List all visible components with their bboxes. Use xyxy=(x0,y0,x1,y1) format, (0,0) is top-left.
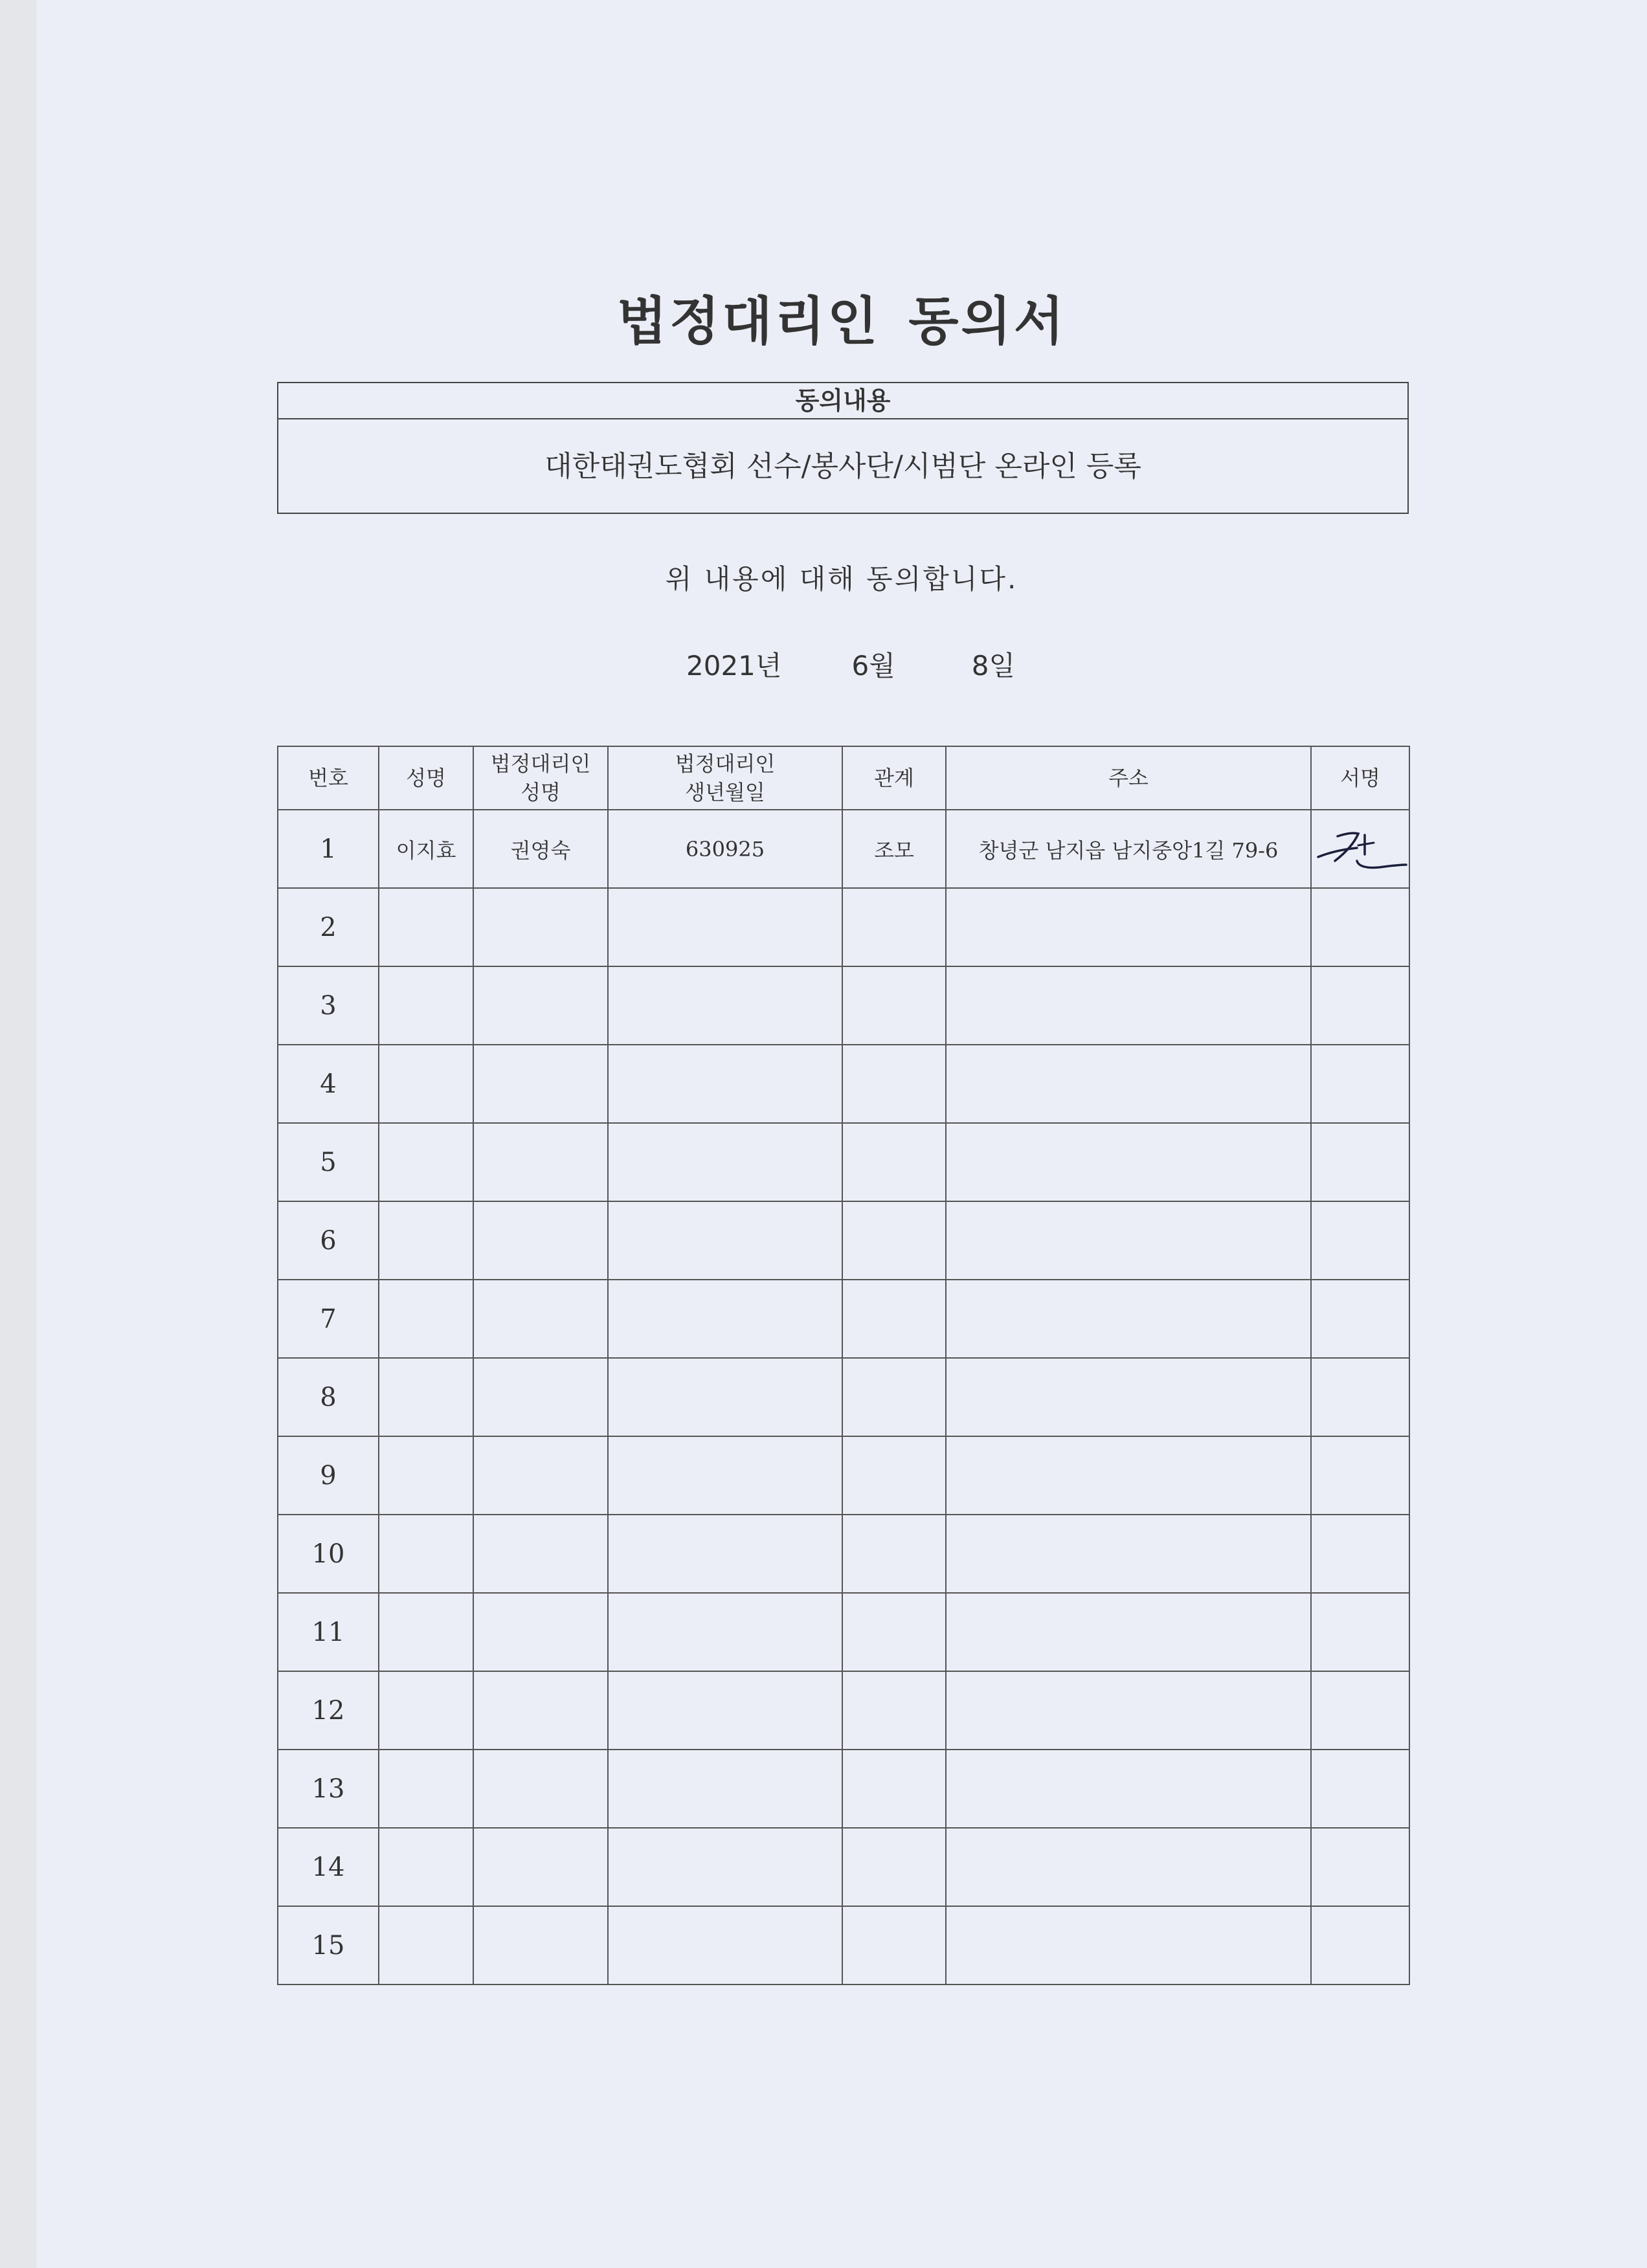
cell-guardian-birth xyxy=(608,1515,842,1593)
cell-relation xyxy=(842,1358,946,1436)
cell-no: 14 xyxy=(278,1828,379,1906)
cell-name xyxy=(379,1280,473,1358)
table-row xyxy=(278,1045,1409,1123)
cell-address xyxy=(946,1045,1311,1123)
cell-signature xyxy=(1311,1906,1409,1984)
cell-relation xyxy=(842,1123,946,1201)
cell-relation xyxy=(842,1515,946,1593)
cell-name xyxy=(379,1358,473,1436)
cell-relation xyxy=(842,1828,946,1906)
cell-address xyxy=(946,1671,1311,1750)
cell-address xyxy=(946,1358,1311,1436)
cell-guardian-name xyxy=(473,1201,608,1280)
cell-no: 8 xyxy=(278,1358,379,1436)
header-guardian-name-line2: 성명 xyxy=(521,780,561,805)
header-no: 번호 xyxy=(278,746,379,810)
cell-name xyxy=(379,1201,473,1280)
cell-guardian-birth xyxy=(608,966,842,1045)
cell-signature xyxy=(1311,1045,1409,1123)
header-guardian-birth xyxy=(608,746,842,810)
header-relation: 관계 xyxy=(842,746,946,810)
cell-signature xyxy=(1311,1436,1409,1515)
cell-name xyxy=(379,1045,473,1123)
header-address: 주소 xyxy=(946,746,1311,810)
cell-no: 2 xyxy=(278,888,379,966)
cell-relation xyxy=(842,1671,946,1750)
cell-guardian-birth xyxy=(608,1201,842,1280)
table-row xyxy=(278,1436,1409,1515)
cell-relation xyxy=(842,1201,946,1280)
cell-address xyxy=(946,1906,1311,1984)
cell-name xyxy=(379,1906,473,1984)
cell-guardian-name: 권영숙 xyxy=(473,810,608,888)
cell-relation xyxy=(842,1750,946,1828)
cell-signature xyxy=(1311,1828,1409,1906)
cell-guardian-name xyxy=(473,1436,608,1515)
cell-no: 13 xyxy=(278,1750,379,1828)
header-guardian-name xyxy=(473,746,608,810)
cell-signature xyxy=(1311,810,1409,888)
cell-guardian-birth xyxy=(608,1045,842,1123)
cell-address xyxy=(946,1280,1311,1358)
table-row xyxy=(278,966,1409,1045)
table-row xyxy=(278,1593,1409,1671)
consent-body: 대한태권도협회 선수/봉사단/시범단 온라인 등록 xyxy=(544,450,1141,483)
table-row xyxy=(278,810,1409,888)
cell-guardian-name xyxy=(473,1515,608,1593)
cell-no: 1 xyxy=(278,810,379,888)
cell-name xyxy=(379,1750,473,1828)
table-row xyxy=(278,888,1409,966)
header-name: 성명 xyxy=(379,746,473,810)
cell-guardian-birth xyxy=(608,1750,842,1828)
cell-address xyxy=(946,1750,1311,1828)
cell-guardian-birth xyxy=(608,888,842,966)
cell-signature xyxy=(1311,1671,1409,1750)
cell-guardian-name xyxy=(473,966,608,1045)
cell-no: 9 xyxy=(278,1436,379,1515)
cell-address xyxy=(946,888,1311,966)
cell-address xyxy=(946,1515,1311,1593)
cell-name xyxy=(379,1436,473,1515)
cell-relation xyxy=(842,1436,946,1515)
guardian-roster-table xyxy=(277,746,1410,1985)
cell-no: 4 xyxy=(278,1045,379,1123)
cell-guardian-birth: 630925 xyxy=(608,810,842,888)
cell-name xyxy=(379,1593,473,1671)
cell-guardian-birth xyxy=(608,1123,842,1201)
table-body xyxy=(278,810,1409,1984)
header-signature: 서명 xyxy=(1311,746,1409,810)
cell-signature xyxy=(1311,1593,1409,1671)
cell-name xyxy=(379,966,473,1045)
table-row xyxy=(278,1123,1409,1201)
table-row xyxy=(278,1828,1409,1906)
cell-guardian-birth xyxy=(608,1436,842,1515)
table-row xyxy=(278,1906,1409,1984)
cell-guardian-name xyxy=(473,1828,608,1906)
cell-signature xyxy=(1311,1201,1409,1280)
cell-signature xyxy=(1311,888,1409,966)
cell-relation xyxy=(842,1906,946,1984)
cell-guardian-name xyxy=(473,1045,608,1123)
cell-guardian-name xyxy=(473,1593,608,1671)
title-word: 동의서 xyxy=(908,291,1067,351)
cell-no: 12 xyxy=(278,1671,379,1750)
cell-address: 창녕군 남지읍 남지중앙1길 79-6 xyxy=(946,810,1311,888)
cell-signature xyxy=(1311,1123,1409,1201)
cell-guardian-name xyxy=(473,888,608,966)
cell-relation xyxy=(842,1593,946,1671)
cell-no: 10 xyxy=(278,1515,379,1593)
cell-no: 5 xyxy=(278,1123,379,1201)
cell-relation: 조모 xyxy=(842,810,946,888)
cell-address xyxy=(946,1828,1311,1906)
title-word: 법정대리인 xyxy=(616,291,880,351)
handwritten-signature xyxy=(1312,823,1409,875)
cell-guardian-name xyxy=(473,1123,608,1201)
date-day: 8일 xyxy=(971,650,1016,682)
cell-address xyxy=(946,1201,1311,1280)
cell-name xyxy=(379,1515,473,1593)
cell-guardian-birth xyxy=(608,1358,842,1436)
date-month: 6월 xyxy=(851,650,895,682)
cell-guardian-birth xyxy=(608,1593,842,1671)
cell-name xyxy=(379,1828,473,1906)
cell-no: 15 xyxy=(278,1906,379,1984)
cell-guardian-birth xyxy=(608,1906,842,1984)
table-row xyxy=(278,1671,1409,1750)
cell-name xyxy=(379,888,473,966)
document-title xyxy=(0,280,1647,354)
consent-header: 동의내용 xyxy=(278,383,1407,419)
table-row xyxy=(278,1515,1409,1593)
table-row xyxy=(278,1358,1409,1436)
cell-guardian-name xyxy=(473,1671,608,1750)
cell-signature xyxy=(1311,1750,1409,1828)
cell-signature xyxy=(1311,966,1409,1045)
cell-address xyxy=(946,1436,1311,1515)
date-year: 2021년 xyxy=(686,650,782,682)
table-row xyxy=(278,1280,1409,1358)
cell-guardian-birth xyxy=(608,1671,842,1750)
cell-address xyxy=(946,966,1311,1045)
cell-relation xyxy=(842,1045,946,1123)
cell-name xyxy=(379,1123,473,1201)
cell-relation xyxy=(842,888,946,966)
cell-guardian-name xyxy=(473,1750,608,1828)
cell-relation xyxy=(842,1280,946,1358)
cell-signature xyxy=(1311,1358,1409,1436)
date-line xyxy=(686,645,1015,684)
header-guardian-birth-line2: 생년월일 xyxy=(685,780,765,805)
cell-address xyxy=(946,1123,1311,1201)
cell-relation xyxy=(842,966,946,1045)
cell-signature xyxy=(1311,1515,1409,1593)
cell-guardian-birth xyxy=(608,1828,842,1906)
cell-guardian-name xyxy=(473,1358,608,1436)
table-header-row xyxy=(278,746,1409,810)
cell-no: 11 xyxy=(278,1593,379,1671)
cell-guardian-birth xyxy=(608,1280,842,1358)
header-guardian-birth-line1: 법정대리인 xyxy=(675,751,776,776)
cell-no: 7 xyxy=(278,1280,379,1358)
cell-signature xyxy=(1311,1280,1409,1358)
consent-box xyxy=(277,382,1409,514)
table-row xyxy=(278,1201,1409,1280)
header-guardian-name-line1: 법정대리인 xyxy=(490,751,591,776)
table-row xyxy=(278,1750,1409,1828)
cell-no: 3 xyxy=(278,966,379,1045)
cell-name: 이지효 xyxy=(379,810,473,888)
cell-address xyxy=(946,1593,1311,1671)
cell-guardian-name xyxy=(473,1280,608,1358)
agree-statement: 위 내용에 대해 동의합니다. xyxy=(665,563,1018,595)
cell-name xyxy=(379,1671,473,1750)
cell-guardian-name xyxy=(473,1906,608,1984)
cell-no: 6 xyxy=(278,1201,379,1280)
